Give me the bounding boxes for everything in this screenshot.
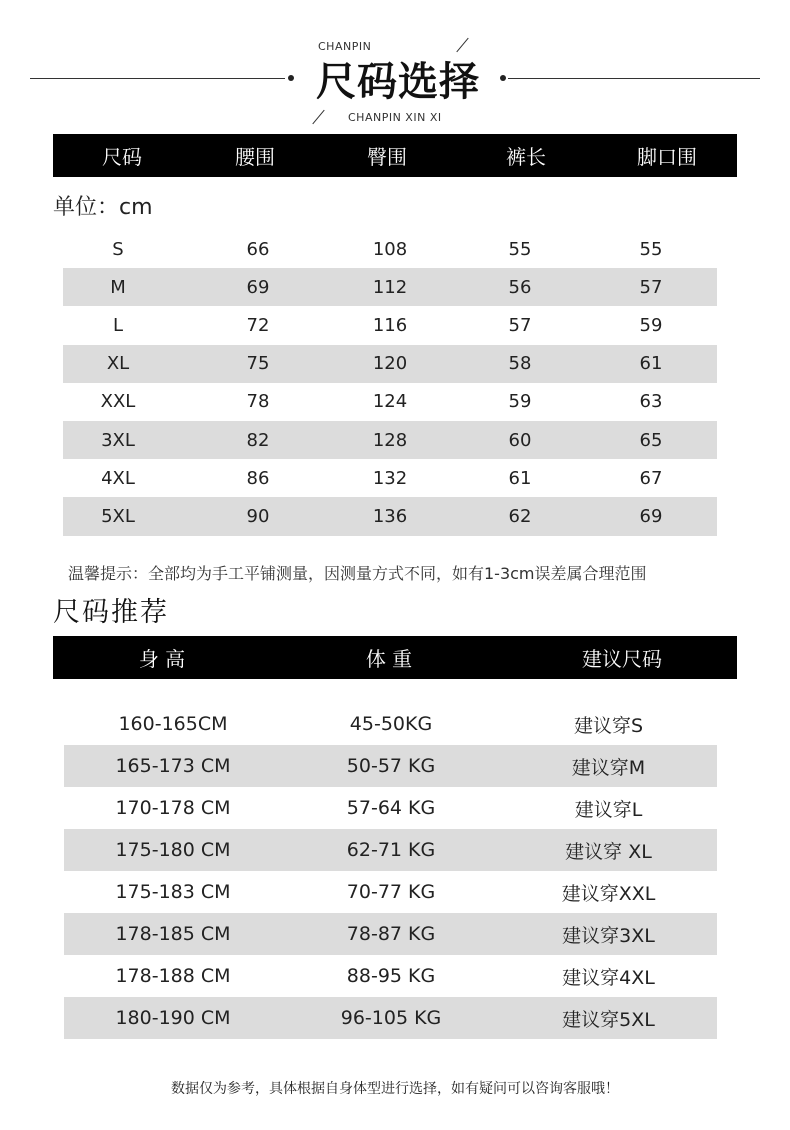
length-cell: 57 [508, 314, 532, 336]
length-cell: 58 [508, 353, 532, 375]
waist-cell: 86 [246, 467, 270, 489]
table-row [63, 345, 717, 383]
hip-cell: 120 [372, 353, 408, 375]
length-cell: 56 [508, 276, 532, 298]
size-table-header [53, 134, 737, 177]
size-col-header: 尺码 [102, 145, 142, 169]
recommend-title: 尺码推荐 [53, 597, 169, 628]
header-dot-right [500, 75, 506, 81]
height-cell: 175-183 CM [115, 881, 231, 903]
waist-cell: 75 [246, 353, 270, 375]
waist-cell: 90 [246, 505, 270, 527]
suggested-size-cell: 建议穿3XL [562, 924, 655, 947]
hem-col-header: 脚口围 [637, 145, 697, 169]
weight-col-header: 体 重 [365, 647, 413, 671]
waist-col-header: 腰围 [235, 145, 275, 169]
header-dot-left [288, 75, 294, 81]
weight-cell: 50-57 KG [346, 755, 436, 777]
page-title: 尺码选择 [316, 59, 480, 105]
footer-note: 数据仅为参考，具体根据自身体型进行选择，如有疑问可以咨询客服哦！ [171, 1081, 619, 1097]
waist-cell: 78 [246, 391, 270, 413]
size-table [63, 230, 717, 536]
hip-cell: 108 [372, 238, 408, 260]
suggested-size-cell: 建议穿L [574, 798, 643, 821]
hem-cell: 67 [639, 467, 663, 489]
waist-cell: 66 [246, 238, 270, 260]
table-row [64, 703, 717, 745]
table-row [64, 955, 717, 997]
length-cell: 60 [508, 429, 532, 451]
recommend-table [64, 703, 717, 1039]
weight-cell: 57-64 KG [346, 797, 436, 819]
suggested-size-cell: 建议穿XXL [561, 882, 656, 905]
recommend-table-header [53, 636, 737, 679]
table-row [64, 787, 717, 829]
suggested-size-cell: 建议穿5XL [562, 1008, 655, 1031]
header-rule-left [30, 78, 285, 79]
size-cell: 4XL [101, 467, 135, 489]
height-cell: 160-165CM [118, 713, 228, 735]
hip-cell: 132 [372, 467, 408, 489]
length-cell: 55 [508, 238, 532, 260]
height-cell: 178-188 CM [115, 965, 231, 987]
height-cell: 175-180 CM [115, 839, 231, 861]
hip-cell: 112 [372, 276, 408, 298]
size-cell: L [112, 314, 124, 336]
weight-cell: 96-105 KG [340, 1007, 442, 1029]
hem-cell: 69 [639, 505, 663, 527]
unit-label: 单位：cm [53, 195, 153, 220]
length-cell: 61 [508, 467, 532, 489]
table-row [63, 421, 717, 459]
height-cell: 165-173 CM [115, 755, 231, 777]
size-cell: S [112, 238, 124, 260]
suggested-size-cell: 建议穿M [571, 756, 646, 779]
hip-col-header: 臀围 [367, 145, 407, 169]
hip-cell: 124 [372, 391, 408, 413]
table-row [64, 997, 717, 1039]
hip-cell: 128 [372, 429, 408, 451]
size-cell: XXL [100, 391, 136, 413]
height-cell: 170-178 CM [115, 797, 231, 819]
hem-cell: 65 [639, 429, 663, 451]
header-rule-right [508, 78, 760, 79]
header-slash-bottom [312, 110, 324, 124]
weight-cell: 88-95 KG [346, 965, 436, 987]
size-cell: XL [106, 353, 130, 375]
table-row [63, 230, 717, 268]
weight-cell: 45-50KG [349, 713, 433, 735]
weight-cell: 62-71 KG [346, 839, 436, 861]
weight-cell: 78-87 KG [346, 923, 436, 945]
table-row [63, 459, 717, 497]
header-subtitle-bottom: CHANPIN XIN XI [348, 111, 442, 124]
suggested-size-col-header: 建议尺码 [582, 647, 662, 671]
hem-cell: 63 [639, 391, 663, 413]
suggested-size-cell: 建议穿4XL [562, 966, 655, 989]
measurement-tip: 温馨提示：全部均为手工平铺测量，因测量方式不同，如有1-3cm误差属合理范围 [68, 564, 647, 583]
table-row [64, 913, 717, 955]
header-subtitle-top: CHANPIN [318, 40, 372, 53]
table-row [63, 268, 717, 306]
suggested-size-cell: 建议穿S [573, 714, 644, 737]
hem-cell: 59 [639, 314, 663, 336]
waist-cell: 82 [246, 429, 270, 451]
table-row [64, 871, 717, 913]
height-col-header: 身 高 [138, 647, 186, 671]
table-row [63, 497, 717, 535]
size-cell: 5XL [101, 505, 135, 527]
height-cell: 178-185 CM [115, 923, 231, 945]
weight-cell: 70-77 KG [346, 881, 436, 903]
length-cell: 62 [508, 505, 532, 527]
table-row [63, 306, 717, 344]
table-row [64, 829, 717, 871]
length-cell: 59 [508, 391, 532, 413]
hip-cell: 136 [372, 505, 408, 527]
size-cell: 3XL [101, 429, 135, 451]
hem-cell: 55 [639, 238, 663, 260]
height-cell: 180-190 CM [115, 1007, 231, 1029]
hem-cell: 61 [639, 353, 663, 375]
table-row [64, 745, 717, 787]
hip-cell: 116 [372, 314, 408, 336]
hem-cell: 57 [639, 276, 663, 298]
waist-cell: 69 [246, 276, 270, 298]
size-cell: M [110, 276, 126, 298]
table-row [63, 383, 717, 421]
suggested-size-cell: 建议穿 XL [565, 840, 652, 863]
length-col-header: 裤长 [506, 145, 546, 169]
waist-cell: 72 [246, 314, 270, 336]
